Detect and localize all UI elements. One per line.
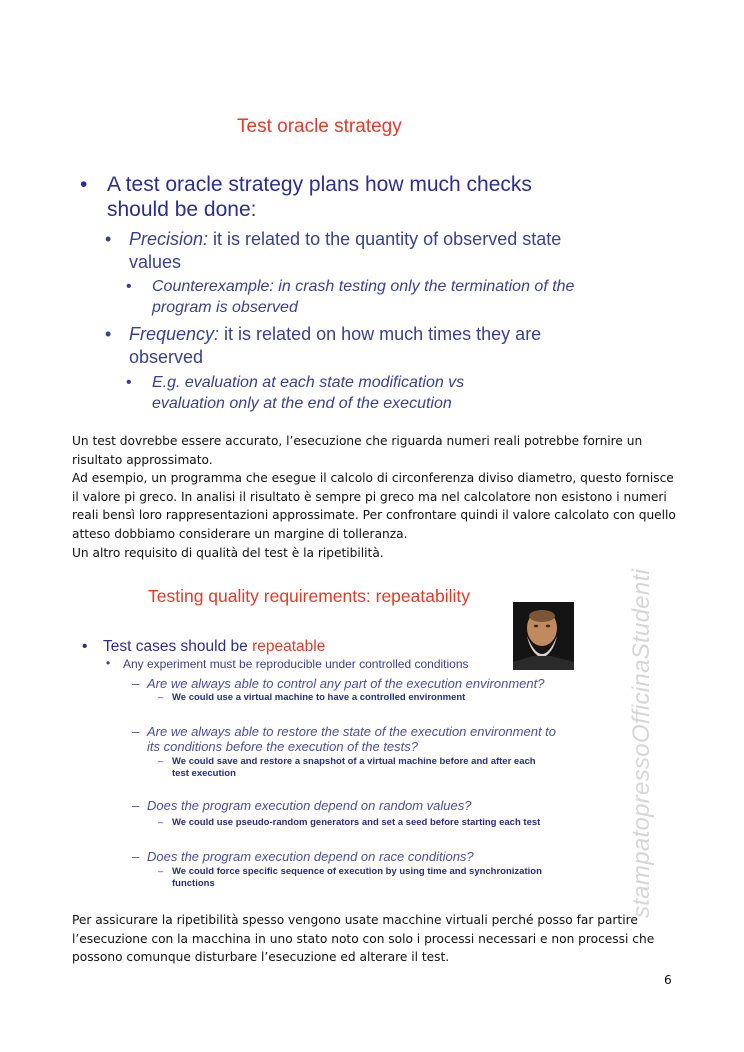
paragraph-repeatability: Per assicurare la ripetibilità spesso vengono usate macchine virtuali perché posso far partire l’esecuzione con la macchina in uno stato noto con solo i processi necessari e non processi che possono comunque disturbare l’esecuzione ed alterare il test. [72, 913, 655, 965]
slide1-bullet: • A test oracle strategy plans how much checks should be done: [80, 173, 532, 221]
bullet-dot: • [82, 638, 88, 655]
slide2-sub: • Any experiment must be reproducible under controlled conditions [106, 656, 469, 671]
slide1-precision: • Precision: it is related to the quantity of observed state values [105, 229, 562, 272]
slide1-counterexample: • Counterexample: in crash testing only the termination of the program is observed [126, 278, 575, 316]
question-control-environment: Are we always able to control any part of the execution environment? – [132, 676, 545, 691]
slide1-frequency: • Frequency: it is related on how much times they are observed [105, 324, 542, 367]
bullet-dot: • [106, 656, 111, 670]
slide1-example: • E.g. evaluation at each state modification vs evaluation only at the end of the execution [126, 374, 465, 412]
bullet-dot: • [126, 374, 132, 391]
slide2-bullet: • Test cases should be repeatable [82, 638, 326, 655]
watermark: stampatopressoOfficinaStudenti [628, 568, 655, 918]
answer-synchronization: – We could force specific sequence of execution by using time and synchronization functions [158, 866, 542, 889]
question-random-values: – Does the program execution depend on random values? [132, 798, 472, 813]
bullet-dot: • [80, 173, 88, 196]
paragraph-accuracy: Un test dovrebbe essere accurato, l’esecuzione che riguarda numeri reali potrebbe fornire un risultato approssimato. Ad esempio, un programma che esegue il calcolo di circonferenza diviso diametro, questo fornisce il valore pi greco. In analisi il risultato è sempre pi greco ma nel calcolatore non esistono i numeri reali bensì loro rappresentazioni approssimate. Per confrontare quindi il valore calcolato con quello atteso dobbiamo considerare un margine di tolleranza. Un altro requisito di qualità del test è la ripetibilità. [72, 434, 676, 560]
page-number: 6 [664, 973, 672, 987]
slide1-title: Test oracle strategy [237, 116, 402, 137]
question-race-conditions: – Does the program execution depend on race conditions? [132, 849, 474, 864]
answer-pseudo-random: – We could use pseudo-random generators and set a seed before starting each test [158, 817, 541, 828]
galileo-portrait [513, 602, 574, 670]
question-restore-state: – Are we always able to restore the state of the execution environment to its conditions before the execution of the tests? [132, 724, 557, 754]
answer-snapshot: – We could save and restore a snapshot of a virtual machine before and after each test execution [158, 756, 536, 779]
slide2-title: Testing quality requirements: repeatability [148, 586, 470, 606]
answer-virtual-machine: – We could use a virtual machine to have a controlled environment [158, 692, 466, 703]
bullet-dot: • [105, 229, 112, 249]
bullet-dot: • [105, 324, 112, 344]
bullet-dot: • [126, 278, 132, 295]
